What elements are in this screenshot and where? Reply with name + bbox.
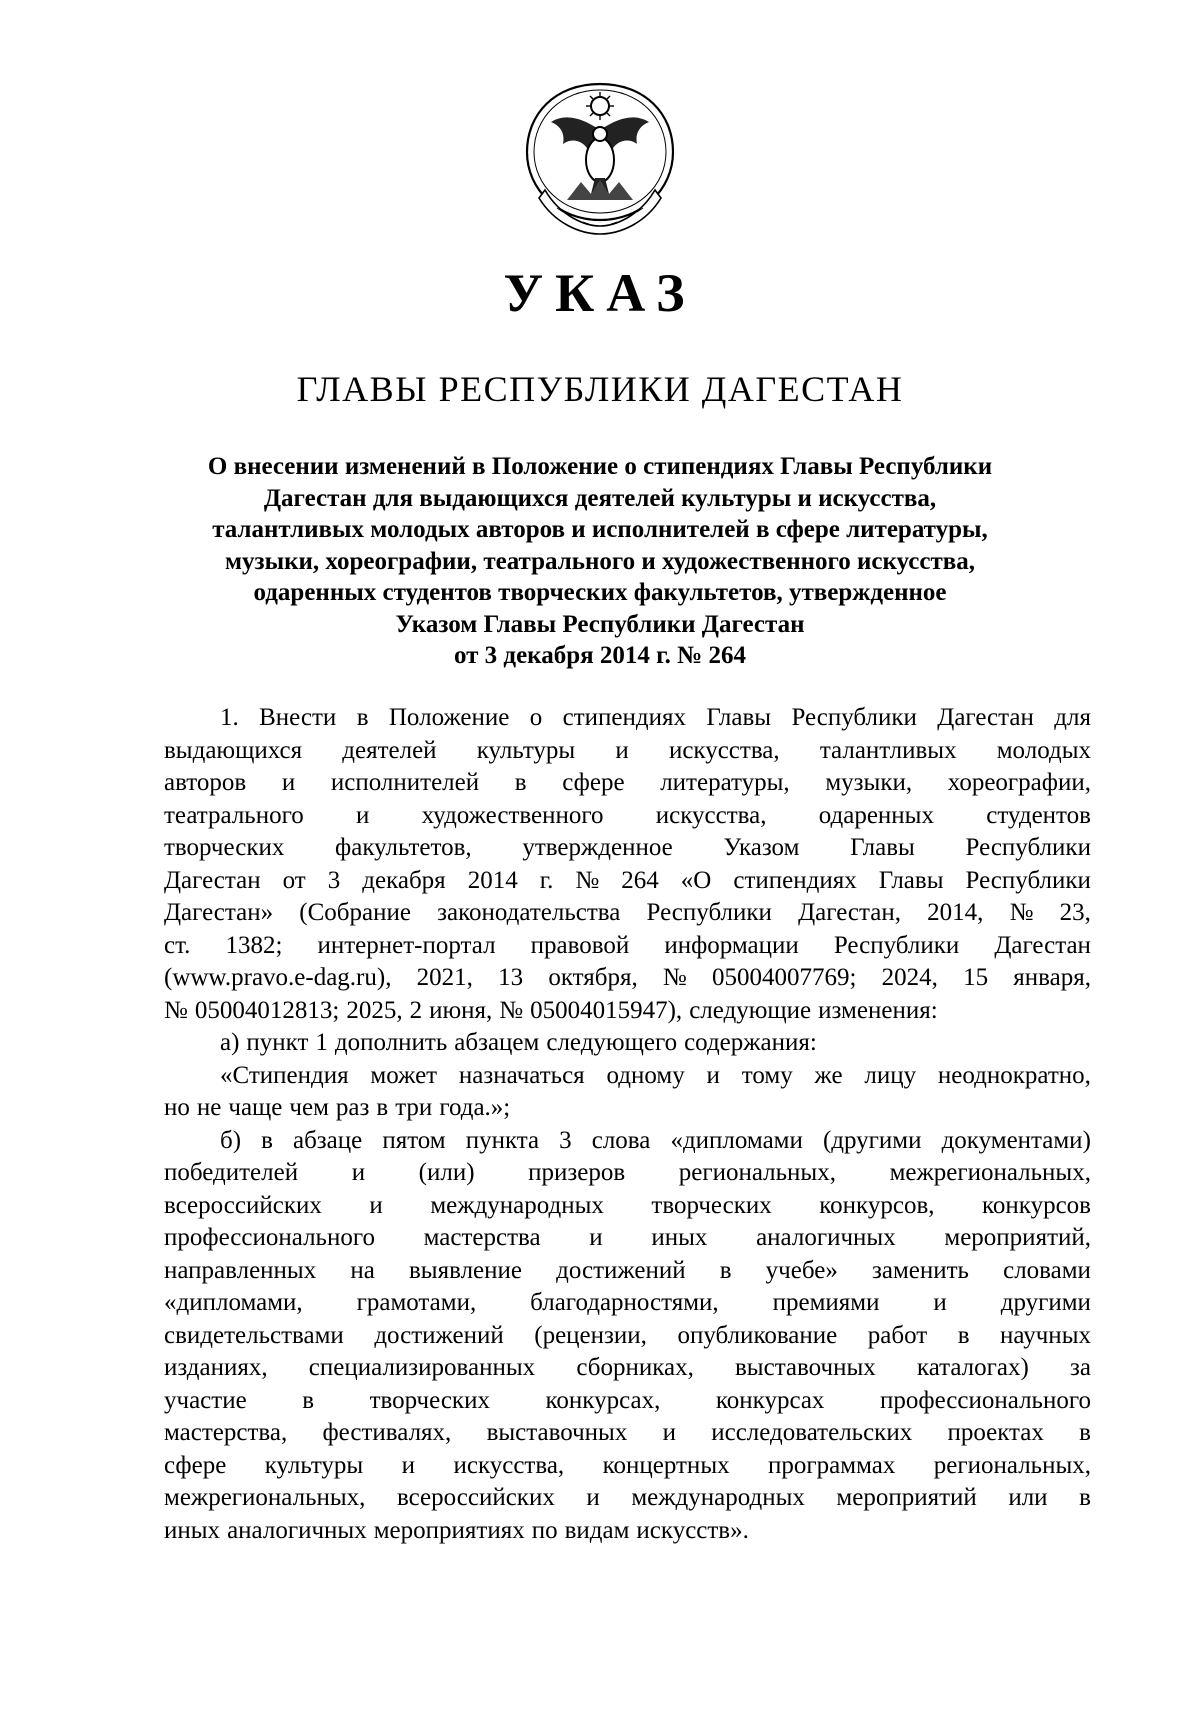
body-line: [164, 800, 1091, 833]
body-word: три: [395, 1094, 433, 1121]
body-word: следующие: [689, 996, 812, 1024]
body-line: [164, 995, 1091, 1028]
body-word: студентов: [986, 801, 1091, 829]
body-word: июня,: [429, 996, 493, 1024]
body-word: победителей: [164, 1159, 299, 1186]
decree-heading: [130, 451, 1070, 672]
body-word: 05004012813;: [194, 996, 340, 1024]
body-word: конкурсах,: [545, 1386, 661, 1414]
body-word: октября,: [548, 964, 638, 991]
body-word: интернет-портал: [317, 931, 496, 959]
body-word: специализированных: [308, 1354, 536, 1381]
body-word: искусства,: [668, 736, 780, 764]
body-word: другими: [1000, 1289, 1091, 1316]
body-word: 05004015947),: [530, 996, 683, 1024]
body-word: концертных: [602, 1451, 730, 1479]
body-word: Дагестан: [164, 866, 261, 894]
heading-line: талантливых молодых авторов и исполнителей в сфере литературы,: [212, 516, 988, 543]
body-word: Указом: [723, 834, 800, 861]
body-line: [164, 1385, 1091, 1418]
body-word: творческих: [651, 1191, 772, 1219]
body-word: сборниках,: [576, 1354, 694, 1381]
body-word: но: [164, 1094, 190, 1121]
body-word: декабря: [362, 866, 446, 894]
body-word: и: [933, 1289, 947, 1316]
body-word: №: [662, 964, 687, 991]
body-word: Республики: [833, 931, 960, 959]
body-line: [164, 962, 1091, 995]
body-word: чем: [289, 1094, 329, 1121]
body-line: [164, 1515, 1091, 1548]
body-word: в: [1079, 1419, 1091, 1446]
body-word: 15: [963, 964, 989, 991]
body-word: и: [586, 1484, 600, 1511]
body-word: в: [957, 1321, 970, 1349]
body-word: выдающихся: [164, 736, 303, 764]
body-word: учебе»: [765, 1256, 838, 1284]
body-word: научных: [1000, 1321, 1091, 1349]
body-word: информации: [664, 931, 799, 959]
body-word: и: [369, 1191, 383, 1219]
body-word: 05004007769;: [711, 964, 857, 991]
body-word: каталогах): [916, 1354, 1029, 1381]
body-word: межрегиональных,: [164, 1484, 366, 1511]
body-word: и: [615, 736, 629, 764]
body-word: культуры: [264, 1451, 364, 1479]
body-word: изменения:: [818, 996, 938, 1024]
body-word: Положение: [388, 704, 510, 731]
body-word: одаренных: [818, 801, 934, 829]
body-word: творческих: [369, 1386, 490, 1414]
body-word: и: [281, 769, 296, 796]
body-word: иных: [651, 1224, 708, 1251]
body-word: в: [1079, 1484, 1091, 1511]
body-word: достижений: [556, 1256, 686, 1284]
body-word: 3: [559, 1126, 572, 1154]
body-word: заменить: [871, 1256, 969, 1284]
body-word: Дагестан»: [164, 899, 274, 926]
body-line: [164, 1092, 1091, 1125]
body-word: одному: [606, 1061, 685, 1089]
heading-line: от 3 декабря 2014 г. № 264: [453, 642, 747, 669]
dagestan-coat-of-arms-icon: [515, 78, 685, 238]
body-word: назначаться: [458, 1061, 585, 1089]
body-line: [164, 702, 1091, 735]
body-word: культуры: [476, 736, 576, 764]
body-word: раз: [335, 1094, 370, 1121]
body-word: «дипломами: [670, 1126, 803, 1154]
body-word: №: [499, 996, 524, 1024]
body-word: в: [376, 1094, 389, 1121]
body-word: 3: [327, 866, 341, 894]
body-word: Главы: [850, 834, 915, 861]
body-word: сфере: [164, 1451, 227, 1479]
body-line: [164, 1060, 1091, 1093]
body-line: [164, 1482, 1091, 1515]
body-line: [164, 897, 1091, 930]
body-word: международных: [430, 1191, 604, 1219]
body-word: Дагестан: [937, 704, 1034, 731]
body-word: Республики: [646, 899, 772, 926]
body-word: и: [706, 1061, 720, 1089]
body-word: слова: [591, 1126, 651, 1154]
body-word: благодарностями,: [530, 1289, 719, 1316]
body-line: [164, 1255, 1091, 1288]
body-line: [164, 1417, 1091, 1450]
body-word: авторов: [164, 769, 247, 796]
body-word: исследовательских: [711, 1419, 913, 1446]
document-subtitle: ГЛАВЫ РЕСПУБЛИКИ ДАГЕСТАН: [296, 369, 904, 409]
body-word: Главы: [706, 704, 772, 731]
body-word: может: [370, 1061, 438, 1089]
body-word: проектах: [947, 1419, 1044, 1446]
body-word: пункта: [465, 1126, 540, 1154]
body-word: №: [575, 866, 600, 894]
body-word: «Стипендия: [220, 1061, 349, 1089]
document-title: УКАЗ: [503, 263, 697, 323]
body-word: Внести: [259, 704, 337, 731]
body-word: а): [220, 1029, 240, 1056]
body-word: мастерства,: [164, 1419, 288, 1446]
body-word: выставочных: [486, 1419, 628, 1446]
body-line: [164, 1450, 1091, 1483]
body-line: [164, 1287, 1091, 1320]
body-word: Республики: [965, 834, 1091, 861]
body-word: (или): [418, 1159, 475, 1186]
body-word: стипендиях: [562, 704, 686, 731]
body-word: 1.: [220, 704, 239, 731]
body-word: утвержденное: [522, 834, 673, 861]
body-word: пункт: [246, 1029, 309, 1056]
body-word: (другими: [822, 1126, 922, 1154]
body-word: аналогичных: [227, 1516, 367, 1544]
body-line: [164, 1027, 1091, 1060]
body-word: не: [196, 1094, 222, 1121]
body-word: и: [589, 1224, 603, 1251]
body-word: 1382;: [225, 931, 283, 959]
body-word: для: [1054, 704, 1091, 731]
body-word: ст.: [164, 931, 191, 959]
body-word: №: [1009, 899, 1034, 926]
body-word: талантливых: [819, 736, 957, 764]
heading-line: одаренных студентов творческих факультетов, утвержденное: [253, 579, 947, 606]
body-word: года.»;: [439, 1094, 511, 1121]
body-word: театрального: [164, 801, 304, 829]
heading-line: Дагестан для выдающихся деятелей культуры и искусства,: [263, 484, 937, 512]
body-word: абзацем: [454, 1029, 540, 1056]
body-word: фестивалях,: [322, 1419, 452, 1446]
body-word: лицу: [864, 1061, 917, 1089]
body-word: грамотами,: [356, 1289, 477, 1316]
body-word: следующего: [546, 1029, 678, 1056]
body-word: исполнителей: [330, 769, 480, 796]
body-word: международных: [631, 1484, 805, 1511]
body-word: и: [662, 1419, 676, 1446]
body-word: или: [1008, 1484, 1048, 1511]
heading-line: О внесении изменений в Положение о стипендиях Главы Республики: [207, 453, 993, 480]
body-word: работ: [867, 1321, 928, 1349]
body-word: хореографии,: [947, 769, 1091, 796]
body-word: содержания:: [684, 1029, 817, 1056]
body-word: Дагестан,: [798, 899, 901, 926]
body-word: межрегиональных,: [889, 1159, 1091, 1186]
body-word: искусства,: [453, 1451, 565, 1479]
heading-line: музыки, хореографии, театрального и художественного искусства,: [225, 547, 975, 575]
body-word: от: [282, 866, 306, 894]
body-word: словами: [1003, 1256, 1091, 1284]
body-word: свидетельствами: [164, 1321, 344, 1349]
body-line: [164, 865, 1091, 898]
body-word: правовой: [530, 931, 630, 959]
body-word: Республики: [965, 866, 1091, 894]
body-word: опубликование: [677, 1321, 838, 1349]
body-word: изданиях,: [164, 1354, 268, 1381]
body-word: 2025,: [346, 996, 403, 1024]
body-word: всероссийских: [164, 1191, 322, 1219]
body-line: [164, 1352, 1091, 1385]
body-word: в: [302, 1386, 315, 1414]
body-word: Республики: [791, 704, 917, 731]
body-word: 2014,: [927, 899, 984, 926]
body-word: 2021,: [416, 964, 473, 991]
body-word: документами): [941, 1126, 1091, 1154]
body-word: профессионального: [880, 1386, 1091, 1414]
body-word: 2024,: [881, 964, 938, 991]
body-line: [164, 930, 1091, 963]
body-word: 2: [409, 996, 423, 1024]
body-word: января,: [1013, 964, 1091, 991]
decree-body: [164, 702, 1091, 1547]
body-word: (www.pravo.e-dag.ru),: [164, 964, 392, 991]
body-word: мероприятий: [836, 1484, 977, 1511]
body-word: мероприятиях: [373, 1516, 525, 1544]
body-word: региональных,: [678, 1159, 836, 1186]
body-word: «дипломами,: [164, 1289, 303, 1316]
body-line: [164, 735, 1091, 768]
body-word: за: [1070, 1354, 1091, 1381]
body-word: по: [531, 1516, 558, 1544]
body-word: 13: [498, 964, 524, 991]
body-word: стипендиях: [733, 866, 857, 894]
body-word: творческих: [164, 834, 285, 861]
body-word: искусства,: [655, 801, 767, 829]
body-word: мероприятий,: [944, 1224, 1091, 1251]
body-word: и: [401, 1451, 416, 1479]
body-word: музыки,: [825, 769, 913, 796]
body-word: направленных: [164, 1256, 317, 1284]
body-word: б): [220, 1126, 242, 1154]
body-word: аналогичных: [756, 1224, 896, 1251]
body-word: пятом: [382, 1126, 446, 1154]
body-word: же: [814, 1061, 843, 1089]
body-word: 1: [315, 1029, 328, 1056]
body-word: (Собрание: [299, 899, 411, 926]
body-word: сфере: [562, 769, 625, 796]
body-word: (рецензии,: [534, 1321, 647, 1349]
body-line: [164, 1157, 1091, 1190]
body-word: деятелей: [342, 736, 437, 764]
body-word: иных: [164, 1516, 221, 1544]
body-line: [164, 1320, 1091, 1353]
body-line: [164, 767, 1091, 800]
body-word: Дагестан: [994, 931, 1091, 959]
body-line: [164, 832, 1091, 865]
body-word: №: [164, 996, 188, 1024]
body-word: г.: [539, 866, 554, 894]
body-word: тому: [741, 1061, 793, 1089]
body-word: мастерства: [423, 1224, 541, 1251]
body-word: художественного: [421, 801, 604, 829]
body-word: 264: [621, 866, 659, 894]
body-word: 23,: [1059, 899, 1091, 926]
body-word: Главы: [878, 866, 944, 894]
body-line: [164, 1125, 1091, 1158]
body-word: 2014: [467, 866, 518, 894]
body-word: в: [514, 769, 527, 796]
body-word: достижений: [374, 1321, 504, 1349]
body-word: чаще: [228, 1094, 283, 1121]
body-word: в: [356, 704, 369, 731]
heading-line: Указом Главы Республики Дагестан: [395, 610, 805, 638]
body-word: конкурсов: [982, 1191, 1091, 1219]
body-word: выявление: [409, 1256, 523, 1284]
body-word: выставочных: [735, 1354, 876, 1381]
body-word: региональных,: [933, 1451, 1091, 1479]
body-word: программах: [768, 1451, 896, 1479]
body-word: о: [529, 704, 543, 731]
body-word: участие: [164, 1386, 247, 1414]
body-line: [164, 1190, 1091, 1223]
body-word: дополнить: [334, 1029, 448, 1056]
body-word: на: [350, 1256, 375, 1284]
body-word: всероссийских: [396, 1484, 555, 1511]
body-word: в: [719, 1256, 732, 1284]
body-word: призеров: [528, 1159, 626, 1186]
body-word: и: [355, 801, 370, 829]
body-word: профессионального: [164, 1224, 375, 1251]
body-word: литературы,: [660, 769, 790, 796]
body-word: премиями: [772, 1289, 880, 1316]
body-line: [164, 1222, 1091, 1255]
body-word: конкурсах: [715, 1386, 825, 1414]
body-word: неоднократно,: [937, 1061, 1091, 1089]
body-word: факультетов,: [335, 834, 472, 861]
body-word: в: [261, 1126, 273, 1154]
body-word: искусств».: [636, 1516, 749, 1544]
body-word: «О: [680, 866, 712, 894]
body-word: абзаце: [292, 1126, 363, 1154]
body-word: и: [351, 1159, 366, 1186]
body-word: молодых: [996, 736, 1091, 764]
body-word: конкурсов,: [819, 1191, 935, 1219]
body-word: видам: [564, 1516, 630, 1544]
body-word: законодательства: [437, 899, 621, 926]
